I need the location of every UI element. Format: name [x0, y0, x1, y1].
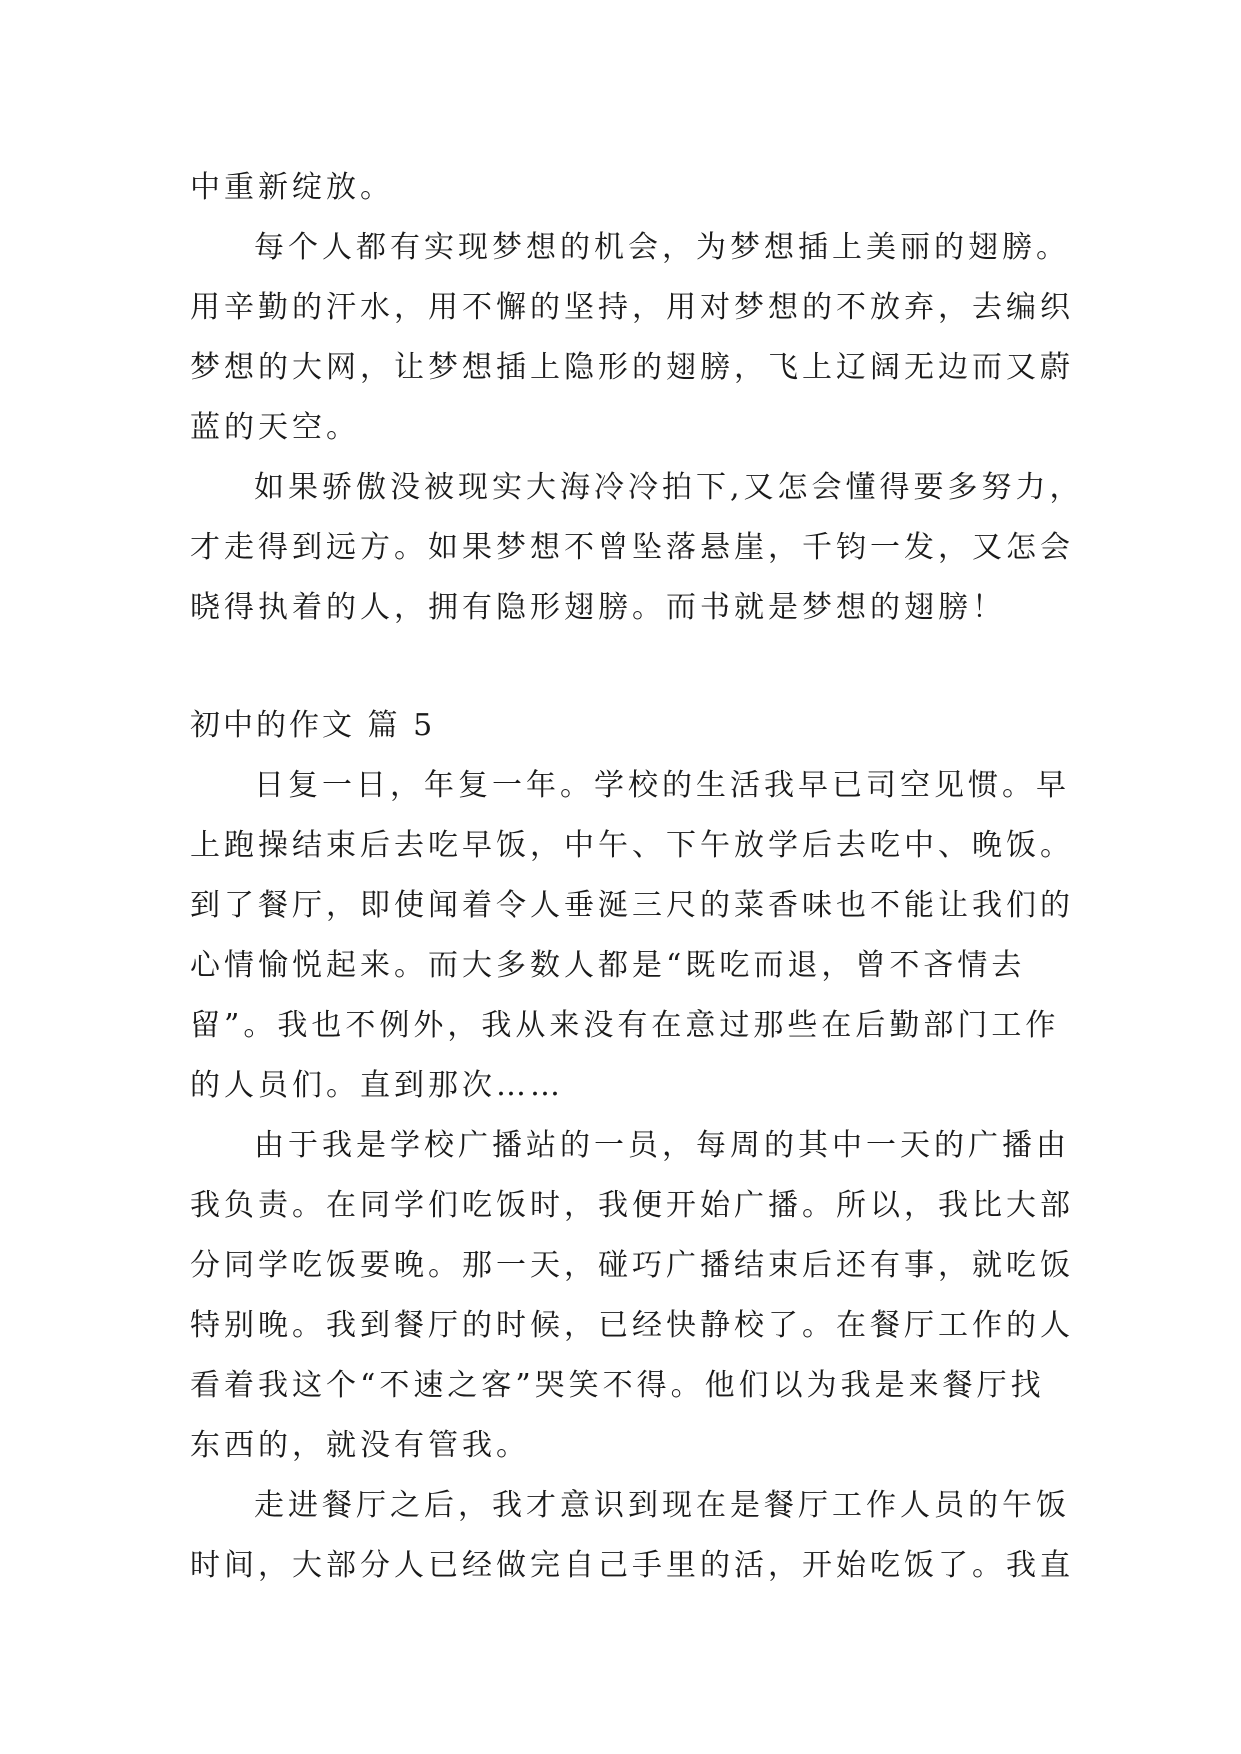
text-line: 才走得到远方。如果梦想不曾坠落悬崖，千钧一发，又怎会: [190, 530, 1074, 565]
text-line: 留”。我也不例外，我从来没有在意过那些在后勤部门工作: [190, 1008, 1060, 1043]
paragraph-dining-hall: [190, 1476, 1074, 1596]
text-line: 东西的，就没有管我。: [190, 1428, 530, 1463]
text-line: 用辛勤的汗水，用不懈的坚持，用对梦想的不放弃，去编织: [190, 290, 1074, 325]
text-line: 到了餐厅，即使闻着令人垂涎三尺的菜香味也不能让我们的: [190, 888, 1074, 923]
text-line: 日复一日，年复一年。学校的生活我早已司空见惯。早: [254, 768, 1070, 803]
paragraph-dream-wings: [190, 218, 1074, 458]
text-line: 的人员们。直到那次……: [190, 1068, 564, 1103]
text-line: 晓得执着的人，拥有隐形翅膀。而书就是梦想的翅膀！: [190, 590, 1006, 625]
paragraph-pride: [190, 458, 1084, 638]
paragraph-broadcast: [190, 1116, 1074, 1476]
text-line: 特别晚。我到餐厅的时候，已经快静校了。在餐厅工作的人: [190, 1308, 1074, 1343]
document-body: [190, 158, 1084, 1596]
section-gap: [190, 638, 1070, 696]
text-line: 由于我是学校广播站的一员，每周的其中一天的广播由: [254, 1128, 1070, 1163]
paragraph-continuation: [190, 158, 1070, 218]
section-heading: 初中的作文 篇 5: [190, 708, 436, 743]
text-line: 看着我这个“不速之客”哭笑不得。他们以为我是来餐厅找: [190, 1368, 1045, 1403]
text-line: 梦想的大网，让梦想插上隐形的翅膀，飞上辽阔无边而又蔚: [190, 350, 1074, 385]
text-line: 每个人都有实现梦想的机会，为梦想插上美丽的翅膀。: [254, 230, 1070, 265]
text-line: 时间，大部分人已经做完自己手里的活，开始吃饭了。我直: [190, 1548, 1074, 1583]
text-line: 我负责。在同学们吃饭时，我便开始广播。所以，我比大部: [190, 1188, 1074, 1223]
text-line: 蓝的天空。: [190, 410, 360, 445]
paragraph-daily-life: [190, 756, 1074, 1116]
text-line: 如果骄傲没被现实大海冷冷拍下,又怎会懂得要多努力，: [254, 470, 1084, 505]
text-line: 分同学吃饭要晚。那一天，碰巧广播结束后还有事，就吃饭: [190, 1248, 1074, 1283]
text-line: 走进餐厅之后，我才意识到现在是餐厅工作人员的午饭: [254, 1488, 1070, 1523]
text-line: 中重新绽放。: [190, 170, 394, 205]
text-line: 上跑操结束后去吃早饭，中午、下午放学后去吃中、晚饭。: [190, 828, 1074, 863]
text-line: 心情愉悦起来。而大多数人都是“既吃而退，曾不吝情去: [190, 948, 1026, 983]
